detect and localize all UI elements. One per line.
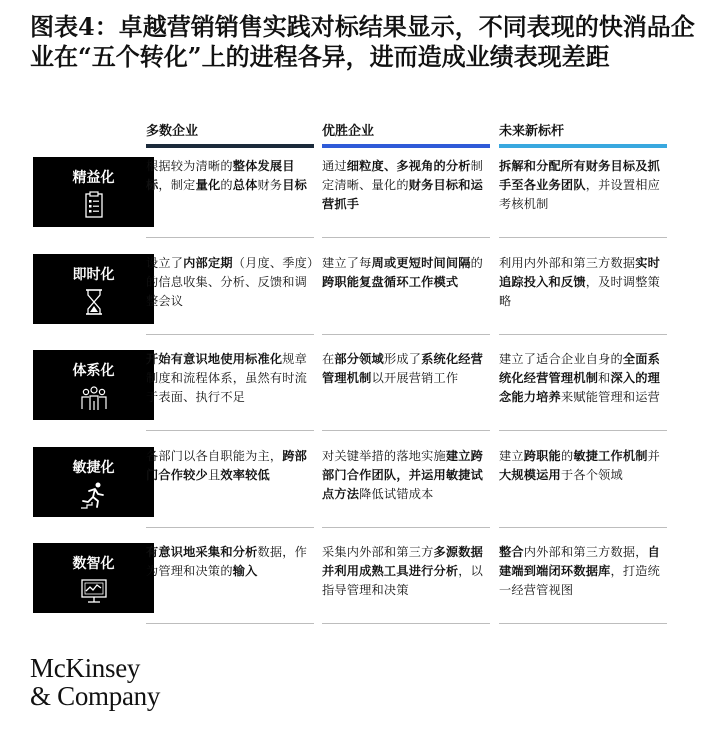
cell-text: 规章制度和流程体系，虽然有时流于表面、执行不足 <box>146 352 308 404</box>
cell-text: 在 <box>322 352 335 366</box>
emphasis-text: 总体 <box>232 178 258 192</box>
table-cell <box>322 350 490 388</box>
logo-line-1: McKinsey <box>30 653 141 683</box>
cell-text: ，以指导管理和决策 <box>322 564 484 597</box>
row-label-box <box>33 350 154 420</box>
row-label: 数智化 <box>72 556 115 572</box>
cell-text: 以开展营销工作 <box>371 371 459 385</box>
row-label: 体系化 <box>72 363 115 379</box>
emphasis-text: 输入 <box>232 564 258 578</box>
cell-text: ，制定 <box>158 178 196 192</box>
column-label: 优胜企业 <box>322 124 375 139</box>
row-divider <box>499 430 667 431</box>
table-cell <box>146 350 314 407</box>
row-label: 精益化 <box>72 170 115 186</box>
column-bar <box>146 144 314 148</box>
cell-text: 内外部和第三方数据， <box>523 545 648 559</box>
emphasis-text: 大规模运用 <box>499 467 561 482</box>
emphasis-text: 系统化经营管理机制 <box>322 352 484 385</box>
cell-text: 通过 <box>322 159 347 173</box>
logo-line-2: & Company <box>30 681 161 711</box>
row-divider <box>146 237 314 238</box>
emphasis-text: 量化 <box>195 178 221 192</box>
row-divider <box>146 623 314 624</box>
table-cell <box>146 447 314 485</box>
table-cell <box>146 254 314 311</box>
emphasis-text: 整合 <box>499 545 524 559</box>
cell-text: 建立 <box>499 448 524 463</box>
table-cell <box>146 543 314 581</box>
emphasis-text: 目标 <box>282 178 308 192</box>
column-bar <box>499 144 667 148</box>
emphasis-text: 细粒度、多视角的分析 <box>346 159 471 173</box>
table-cell <box>499 543 667 600</box>
row-divider <box>499 334 667 335</box>
emphasis-text: 自建端到端闭环数据库 <box>499 545 661 578</box>
row-divider <box>499 237 667 238</box>
column-label: 多数企业 <box>146 124 199 139</box>
emphasis-text: 实时追踪投入和反馈 <box>499 255 661 289</box>
table-cell <box>499 350 667 407</box>
column-label: 未来新标杆 <box>499 124 565 139</box>
cell-text: 根据较为清晰的 <box>146 159 233 173</box>
runner-icon <box>79 480 109 510</box>
row-label: 即时化 <box>72 266 115 283</box>
table-row <box>30 350 710 436</box>
row-label-box <box>33 447 154 517</box>
emphasis-text: 有意识地采集和分析 <box>146 545 258 559</box>
emphasis-text: 全面系统化经营管理机制 <box>499 352 661 385</box>
row-divider <box>322 430 490 431</box>
row-divider <box>146 334 314 335</box>
emphasis-text: 部分领域 <box>334 352 384 366</box>
row-label-box <box>33 254 154 324</box>
cell-text: 于各个领域 <box>560 467 623 482</box>
cell-text: ，打造统一经营管视图 <box>499 564 661 597</box>
table-row <box>30 254 710 340</box>
row-divider <box>499 623 667 624</box>
cell-text: 且 <box>207 467 221 482</box>
page-title: 图表4：卓越营销销售实践对标结果显示，不同表现的快消品企业在“五个转化”上的进程各异，进而造成业绩表现差距 <box>30 12 695 71</box>
row-divider <box>322 623 490 624</box>
table-cell <box>322 447 490 504</box>
emphasis-text: 内部定期 <box>183 255 233 270</box>
cell-text: ，及时调整策略 <box>499 274 661 308</box>
cell-text: 制定清晰、量化的 <box>322 159 484 192</box>
cell-text: ，并设置相应考核机制 <box>499 178 661 211</box>
cell-text: 设立了 <box>146 255 184 270</box>
emphasis-text: 跨职能 <box>523 448 561 463</box>
cell-text: 建立了适合企业自身的 <box>499 352 623 366</box>
emphasis-text: 效率较低 <box>220 467 270 482</box>
table-row <box>30 447 710 533</box>
emphasis-text: 周或更短时间间隔 <box>371 255 471 270</box>
cell-text: 利用内外部和第三方数据 <box>499 255 636 270</box>
row-divider <box>146 527 314 528</box>
cell-text: 对关键举措的落地实施 <box>322 448 446 463</box>
cell-text: 的 <box>220 178 233 192</box>
hourglass-icon <box>79 287 109 317</box>
emphasis-text: 建立跨部门合作团队，并运用敏捷试点方法 <box>322 448 484 501</box>
row-divider <box>146 430 314 431</box>
emphasis-text: 跨职能复盘循环工作模式 <box>322 274 459 289</box>
cell-text: 财务 <box>257 178 283 192</box>
emphasis-text: 深入的理念能力培养 <box>499 371 661 404</box>
emphasis-text: 财务目标和运营抓手 <box>322 178 484 211</box>
team-icon <box>79 383 109 413</box>
table-cell <box>499 157 667 214</box>
emphasis-text: 拆解和分配所有财务目标及抓手至各业务团队 <box>499 159 661 192</box>
row-label-box <box>33 543 154 613</box>
clipboard-icon <box>79 190 109 220</box>
table-cell <box>499 254 667 311</box>
table-cell <box>322 543 490 600</box>
cell-text: 建立了每 <box>322 255 372 270</box>
table-row <box>30 157 710 243</box>
cell-text: （月度、季度）的信息收集、分析、反馈和调整会议 <box>146 255 314 308</box>
table-cell <box>322 254 490 292</box>
cell-text: 的 <box>470 255 484 270</box>
dashboard-icon <box>79 576 109 606</box>
emphasis-text: 多源数据并利用成熟工具进行分析 <box>322 545 484 578</box>
table-cell <box>322 157 490 214</box>
cell-text: 采集内外部和第三方 <box>322 545 434 559</box>
row-divider <box>322 527 490 528</box>
row-label: 敏捷化 <box>72 459 115 476</box>
cell-text: 降低试错成本 <box>359 486 434 501</box>
cell-text: 来赋能管理和运营 <box>560 390 661 404</box>
emphasis-text: 整体发展目标 <box>146 159 295 192</box>
cell-text: 形成了 <box>383 352 422 366</box>
cell-text: 的 <box>560 448 574 463</box>
table-row <box>30 543 710 629</box>
table-cell <box>146 157 314 195</box>
row-label-box <box>33 157 154 227</box>
emphasis-text: 开始有意识地使用标准化 <box>146 352 283 366</box>
row-divider <box>322 237 490 238</box>
cell-text: 并 <box>647 448 661 463</box>
mckinsey-logo <box>30 654 160 710</box>
row-divider <box>322 334 490 335</box>
column-bar <box>322 144 490 148</box>
table-cell <box>499 447 667 485</box>
row-divider <box>499 527 667 528</box>
cell-text: 和 <box>598 371 611 385</box>
emphasis-text: 跨部门合作较少 <box>146 448 308 482</box>
cell-text: 各部门以各自职能为主， <box>146 448 283 463</box>
cell-text: 数据，作为管理和决策的 <box>146 545 308 578</box>
emphasis-text: 敏捷工作机制 <box>573 448 648 463</box>
